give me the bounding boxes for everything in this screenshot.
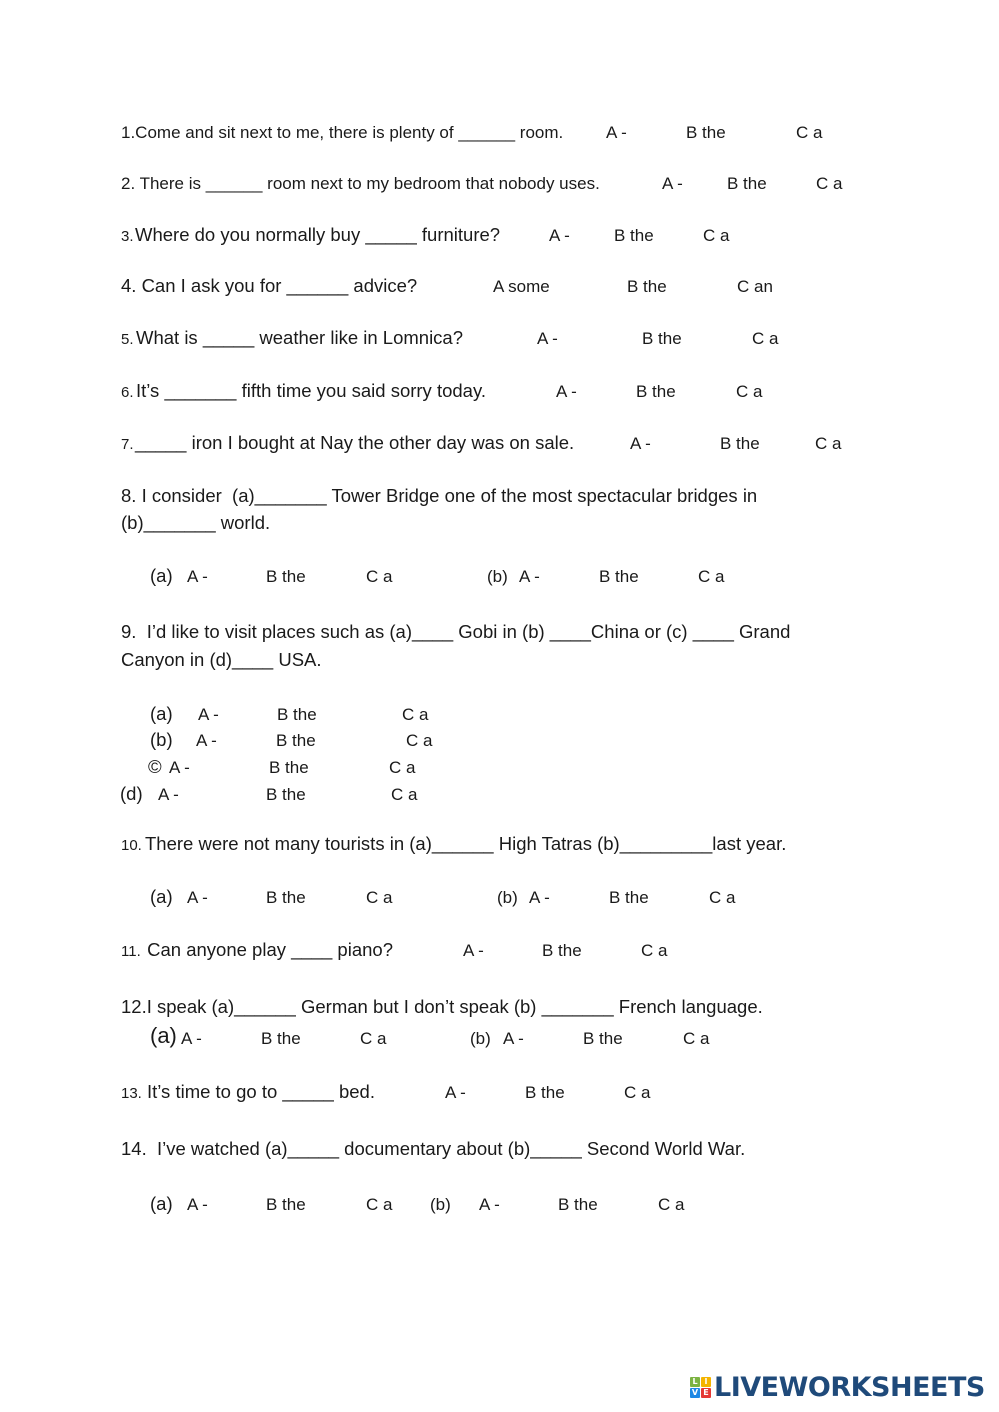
answer-option[interactable]: A - [169, 758, 190, 777]
logo-tile: I [701, 1377, 711, 1387]
answer-option[interactable]: A - [196, 731, 217, 750]
question-text: 8. I consider (a)_______ Tower Bridge one of the most spectacular bridges in [121, 485, 758, 506]
answer-option[interactable]: A - [556, 382, 577, 401]
part-label: (a) [150, 1193, 173, 1214]
question-text: Where do you normally buy _____ furniture? [135, 224, 501, 245]
answer-option[interactable]: A some [493, 277, 550, 296]
answer-option[interactable]: B the [727, 174, 767, 193]
answer-option[interactable]: C a [389, 758, 416, 777]
logo-tile: E [701, 1388, 711, 1398]
answer-option[interactable]: A - [630, 434, 651, 453]
question-text: 12.I speak (a)______ German but I don’t speak (b) _______ French language. [121, 996, 763, 1017]
logo-tile: V [691, 1388, 699, 1397]
question-text: 4. Can I ask you for ______ advice? [121, 275, 418, 296]
answer-option[interactable]: A - [519, 567, 540, 586]
answer-option[interactable]: C a [703, 226, 730, 245]
answer-option[interactable]: C a [698, 567, 725, 586]
answer-option[interactable]: B the [525, 1083, 565, 1102]
question-number: 10. [121, 837, 142, 854]
answer-option[interactable]: B the [266, 888, 306, 907]
answer-option[interactable]: C a [366, 888, 393, 907]
answer-option[interactable]: A - [187, 567, 208, 586]
answer-option[interactable]: B the [558, 1195, 598, 1214]
question-number: 6. [121, 384, 134, 401]
part-label: (a) [150, 886, 173, 907]
answer-option[interactable]: B the [614, 226, 654, 245]
answer-option[interactable]: C a [391, 785, 418, 804]
question-number: 11. [121, 943, 141, 960]
answer-option[interactable]: A - [606, 123, 627, 142]
answer-option[interactable]: B the [686, 123, 726, 142]
answer-option[interactable]: A - [529, 888, 550, 907]
answer-option[interactable]: A - [187, 1195, 208, 1214]
question-text: Canyon in (d)____ USA. [121, 649, 322, 670]
answer-option[interactable]: A - [198, 705, 219, 724]
question-text: 2. There is ______ room next to my bedroom that nobody uses. [121, 174, 600, 193]
question-text: (b)_______ world. [121, 512, 271, 533]
answer-option[interactable]: C an [737, 277, 773, 296]
answer-option[interactable]: A - [158, 785, 179, 804]
part-label: (a) [150, 565, 173, 586]
answer-option[interactable]: B the [261, 1029, 301, 1048]
answer-option[interactable]: C a [816, 174, 843, 193]
part-label: (a) [150, 703, 173, 724]
answer-option[interactable]: C a [360, 1029, 387, 1048]
part-label: (b) [470, 1029, 491, 1048]
liveworksheets-logo [690, 1372, 985, 1403]
part-label: (b) [487, 567, 508, 586]
answer-option[interactable]: A - [445, 1083, 466, 1102]
question-text: Can anyone play ____ piano? [142, 939, 393, 960]
question-number: 7. [121, 436, 134, 453]
answer-option[interactable]: B the [599, 567, 639, 586]
answer-option[interactable]: C a [624, 1083, 651, 1102]
answer-option[interactable]: C a [366, 567, 393, 586]
answer-option[interactable]: C a [815, 434, 842, 453]
answer-option[interactable]: A - [549, 226, 570, 245]
logo-text: LIVEWORKSHEETS [714, 1372, 985, 1403]
part-label: (b) [497, 888, 518, 907]
answer-option[interactable]: C a [709, 888, 736, 907]
answer-option[interactable]: C a [736, 382, 763, 401]
answer-option[interactable]: B the [276, 731, 316, 750]
question-text: It’s time to go to _____ bed. [147, 1081, 375, 1102]
answer-option[interactable]: A - [662, 174, 683, 193]
answer-option[interactable]: B the [277, 705, 317, 724]
answer-option[interactable]: A - [463, 941, 484, 960]
answer-option[interactable]: B the [266, 1195, 306, 1214]
part-label: © [148, 756, 162, 777]
part-label: (b) [430, 1195, 451, 1214]
answer-option[interactable]: C a [752, 329, 779, 348]
answer-option[interactable]: B the [583, 1029, 623, 1048]
question-text: 14. I’ve watched (a)_____ documentary about (b)_____ Second World War. [121, 1138, 746, 1159]
answer-option[interactable]: B the [266, 567, 306, 586]
part-label: (a) [150, 1023, 177, 1048]
answer-option[interactable]: B the [636, 382, 676, 401]
answer-option[interactable]: A - [537, 329, 558, 348]
question-number: 13. [121, 1085, 142, 1102]
answer-option[interactable]: B the [642, 329, 682, 348]
question-text: _____ iron I bought at Nay the other day was on sale. [135, 432, 575, 453]
answer-option[interactable]: C a [366, 1195, 393, 1214]
answer-option[interactable]: B the [269, 758, 309, 777]
answer-option[interactable]: C a [641, 941, 668, 960]
answer-option[interactable]: C a [402, 705, 429, 724]
question-text: There were not many tourists in (a)______ High Tatras (b)_________last year. [145, 833, 787, 854]
answer-option[interactable]: B the [720, 434, 760, 453]
question-text: 1.Come and sit next to me, there is plenty of ______ room. [121, 123, 564, 142]
answer-option[interactable]: B the [609, 888, 649, 907]
question-text: What is _____ weather like in Lomnica? [136, 327, 464, 348]
answer-option[interactable]: C a [796, 123, 823, 142]
question-number: 3. [121, 228, 134, 245]
logo-tile: L [690, 1377, 700, 1387]
logo-tiles-icon [690, 1377, 711, 1398]
question-text: 9. I’d like to visit places such as (a)____ Gobi in (b) ____China or (c) ____ Grand [121, 621, 791, 642]
question-number: 5. [121, 331, 134, 348]
part-label: (d) [120, 783, 143, 804]
answer-option[interactable]: A - [181, 1029, 202, 1048]
answer-option[interactable]: C a [406, 731, 433, 750]
answer-option[interactable]: C a [658, 1195, 685, 1214]
answer-option[interactable]: C a [683, 1029, 710, 1048]
question-text: It’s _______ fifth time you said sorry today. [136, 380, 486, 401]
answer-option[interactable]: B the [627, 277, 667, 296]
answer-option[interactable]: A - [187, 888, 208, 907]
answer-option[interactable]: A - [503, 1029, 524, 1048]
answer-option[interactable]: B the [266, 785, 306, 804]
answer-option[interactable]: A - [479, 1195, 500, 1214]
part-label: (b) [150, 729, 173, 750]
answer-option[interactable]: B the [542, 941, 582, 960]
